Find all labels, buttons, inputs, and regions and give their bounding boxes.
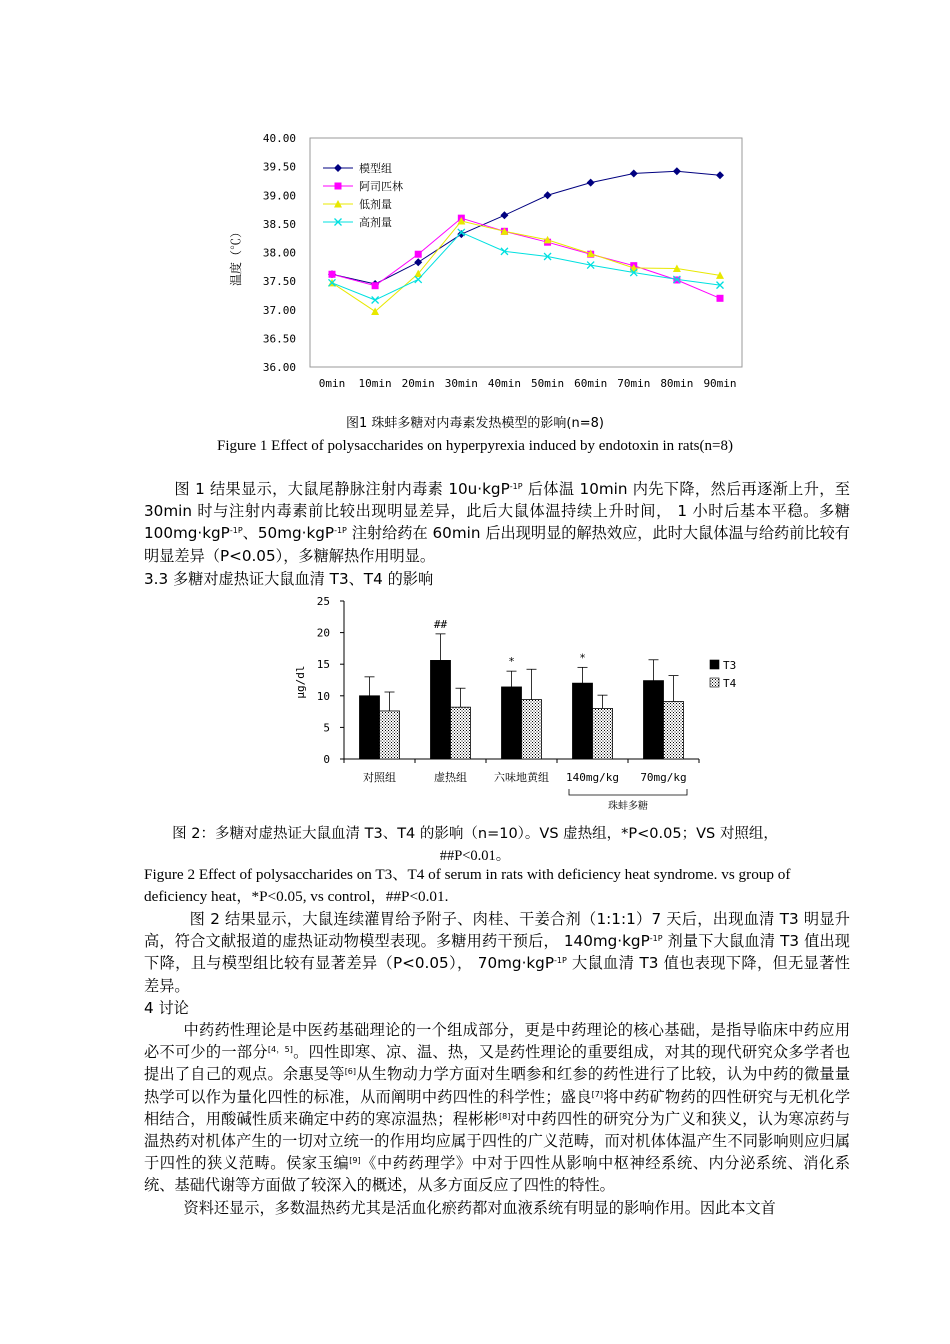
- y-tick-label: 37.00: [262, 303, 296, 317]
- y-tick-label: 38.00: [262, 246, 296, 260]
- legend-label: 模型组: [359, 162, 392, 175]
- legend-label: 高剂量: [359, 216, 392, 229]
- y-tick-label: 37.50: [262, 275, 296, 289]
- bar-T3: [431, 660, 451, 759]
- x-tick-label: 70min: [617, 377, 651, 390]
- figure2-caption-en: Figure 2 Effect of polysaccharides on T3、T4 of serum in rats with deficiency heat syndrome. vs group of deficiency heat，*P<0.05, vs control，##P<0.01.: [144, 866, 791, 905]
- bar-T3: [573, 683, 593, 759]
- significance-annotation: *: [508, 655, 515, 669]
- bar-T4: [451, 707, 471, 759]
- bar-T4: [380, 711, 400, 759]
- significance-annotation: *: [579, 651, 586, 665]
- y-tick-label: 0: [323, 753, 330, 766]
- figure1-line-chart: [225, 128, 755, 398]
- figure1-caption-cn: 图1 珠蚌多糖对内毒素发热模型的影响(n=8): [346, 416, 604, 431]
- x-tick-label: 30min: [444, 377, 478, 390]
- y-tick-label: 25: [316, 595, 330, 608]
- bar-T4: [664, 701, 684, 759]
- x-category-label: 70mg/kg: [640, 771, 687, 784]
- figure2-bar-chart: [292, 592, 752, 818]
- x-category-label: 对照组: [363, 771, 396, 784]
- y-tick-label: 36.50: [262, 332, 296, 346]
- figure2-caption-cn-line1: 图 2：多糖对虚热证大鼠血清 T3、T4 的影响（n=10）。VS 虚热组，*P<0.05；VS 对照组，: [172, 826, 778, 842]
- paragraph-figure2-result: 图 2 结果显示，大鼠连续灌胃给予附子、肉桂、干姜合剂（1:1:1）7 天后，出现血清 T3 明显升高，符合文献报道的虚热证动物模型表现。多糖用药干预后， 140mg·kgP$^{-1P}$ 剂量下大鼠血清 T3 值出现下降，且与模型组比较有显著差异（P<0.05）， 70mg·kgP$^{-1P}$ 大鼠血清 T3 值也表现下降，但无显著性差异。: [144, 910, 850, 995]
- bar-T4: [522, 700, 542, 759]
- group-label: 珠蚌多糖: [608, 801, 648, 812]
- paragraph-figure1-result: 图 1 结果显示，大鼠尾静脉注射内毒素 10u·kgP$^{-1P}$ 后体温 10min 内先下降，然后再逐渐上升，至 30min 时与注射内毒素前比较出现明显差异，此后大鼠体温持续上升时间， 1 小时后基本平稳。多糖 100mg·kgP$^{-1P}$、50mg·kgP$^{-1P}$ 注射给药在 60min 后出现明显的解热效应，此时大鼠体温与给药前比较有明显差异（P<0.05），多糖解热作用明显。: [144, 480, 850, 565]
- y-tick-label: 36.00: [262, 361, 296, 374]
- bar-T4: [593, 708, 613, 759]
- bar-T3: [360, 696, 380, 759]
- y-tick-label: 10: [316, 689, 330, 703]
- section-heading-4: 4 讨论: [144, 999, 189, 1017]
- group-bracket: [569, 789, 687, 795]
- y-tick-label: 5: [323, 721, 330, 735]
- legend-label: T3: [723, 659, 737, 672]
- data-point: [717, 295, 724, 302]
- figure2-y-axis-label: μg/dl: [294, 665, 307, 699]
- y-tick-label: 39.00: [262, 189, 296, 203]
- paragraph-discussion: 中药药性理论是中医药基础理论的一个组成部分，更是中药理论的核心基础，是指导临床中药应用必不可少的一部分[4，5]。四性即寒、凉、温、热，又是药性理论的重要组成，对其的现代研究众多学者也提出了自己的观点。余惠旻等[6]从生物动力学方面对生晒参和红参的药性进行了比较，认为中药的微量量热学可以作为量化四性的标准，从而阐明中药四性的科学性；盛良[7]将中药矿物药的四性研究与无机化学相结合，用酸碱性质来确定中药的寒凉温热；程彬彬[8]对中药四性的研究分为广义和狭义，认为寒凉药与温热药对机体产生的一切对立统一的作用均应属于四性的广义范畴，而对机体体温产生不同影响则应归属于四性的狭义范畴。侯家玉编[9]《中药药理学》中对于四性从影响中枢神经系统、内分泌系统、消化系统、基础代谢等方面做了较深入的概述，从多方面反应了四性的特性。 资料还显示，多数温热药尤其是活血化瘀药都对血液系统有明显的影响作用。因此本文首: [144, 1019, 850, 1219]
- x-tick-label: 0min: [318, 377, 346, 390]
- data-point: [415, 251, 422, 258]
- bar-T3: [502, 687, 522, 759]
- y-tick-label: 39.50: [262, 160, 296, 174]
- legend-label: 低剂量: [359, 198, 392, 211]
- x-tick-label: 80min: [660, 377, 694, 390]
- x-category-label: 六味地黄组: [494, 771, 549, 784]
- figure2-caption-cn-line2: ##P<0.01。: [439, 848, 511, 864]
- x-tick-label: 90min: [703, 377, 737, 390]
- y-tick-label: 38.50: [262, 217, 296, 231]
- figure1-y-axis-label: 温度（℃）: [229, 225, 243, 287]
- section-heading-3-3: 3.3 多糖对虚热证大鼠血清 T3、T4 的影响: [144, 570, 434, 588]
- legend-marker: [335, 183, 342, 190]
- legend-label: 阿司匹林: [359, 180, 403, 193]
- x-tick-label: 40min: [487, 377, 522, 390]
- x-category-label: 虚热组: [434, 771, 467, 784]
- y-tick-label: 40.00: [262, 132, 296, 145]
- bar-T3: [644, 681, 664, 759]
- x-tick-label: 10min: [358, 377, 392, 390]
- legend-swatch: [710, 678, 719, 687]
- x-tick-label: 50min: [530, 377, 565, 390]
- figure1-caption-en: Figure 1 Effect of polysaccharides on hyperpyrexia induced by endotoxin in rats(n=8): [217, 438, 733, 454]
- y-tick-label: 20: [316, 626, 330, 640]
- legend-swatch: [710, 660, 719, 669]
- x-category-label: 140mg/kg: [566, 771, 619, 784]
- data-point: [372, 282, 379, 289]
- x-tick-label: 60min: [574, 377, 608, 390]
- x-tick-label: 20min: [401, 377, 435, 390]
- paragraph-discussion-2: 资料还显示，多数温热药尤其是活血化瘀药都对血液系统有明显的影响作用。因此本文首: [183, 1198, 776, 1217]
- legend-label: T4: [723, 677, 737, 690]
- y-tick-label: 15: [316, 658, 330, 672]
- significance-annotation: ##: [433, 617, 448, 631]
- data-point: [329, 271, 336, 278]
